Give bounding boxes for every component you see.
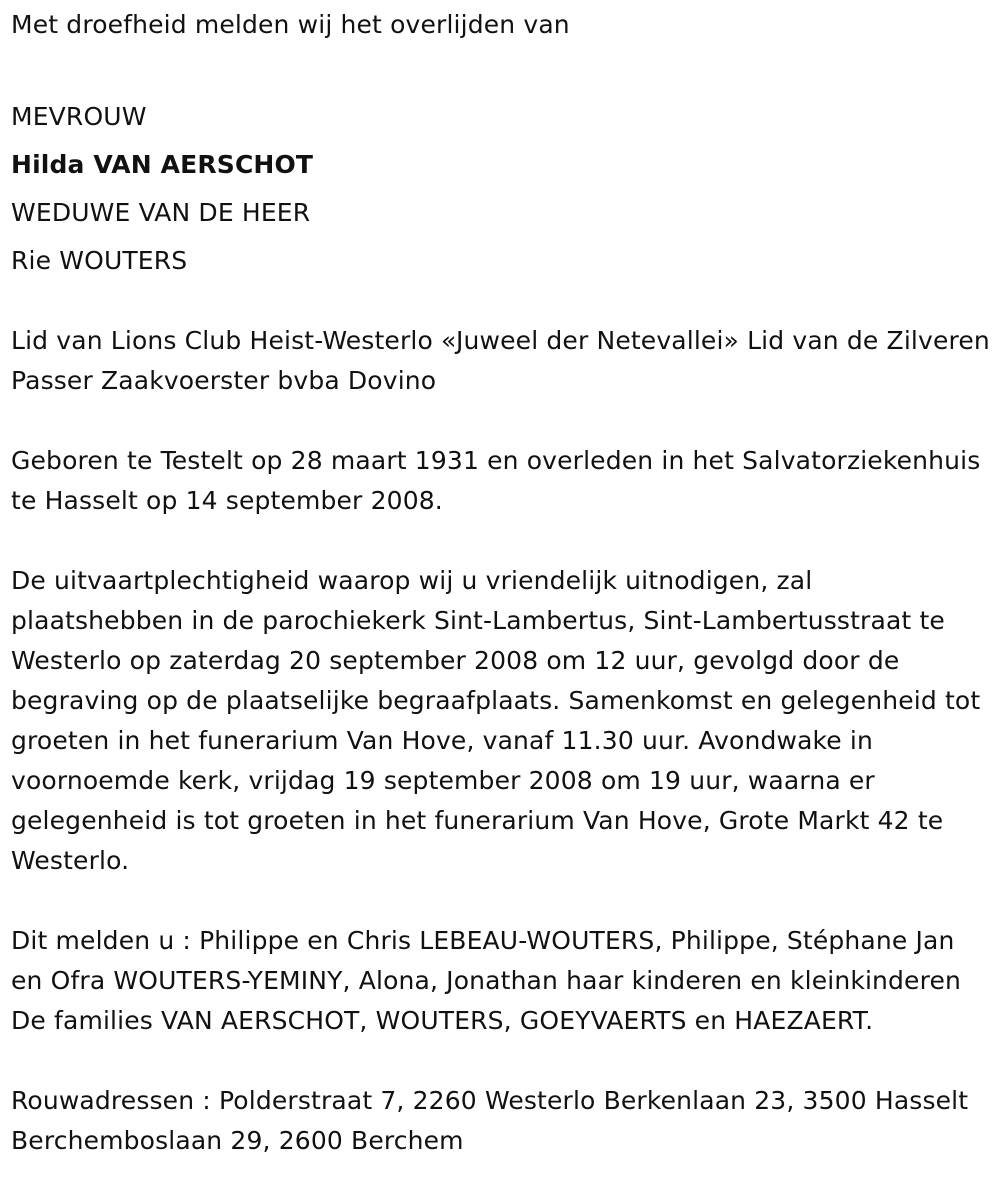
memberships-paragraph: Lid van Lions Club Heist-Westerlo «Juweel der Netevallei» Lid van de Zilveren Passer Zaakvoerster bvba Dovino bbox=[11, 326, 990, 395]
title-prefix: MEVROUW bbox=[11, 102, 147, 131]
intro-text: Met droefheid melden wij het overlijden van bbox=[11, 10, 570, 39]
deceased-name: Hilda VAN AERSCHOT bbox=[11, 150, 314, 179]
mourning-addresses-paragraph: Rouwadressen : Polderstraat 7, 2260 Westerlo Berkenlaan 23, 3500 Hasselt Berchemboslaan 29, 2600 Berchem bbox=[11, 1086, 969, 1155]
birth-death-paragraph: Geboren te Testelt op 28 maart 1931 en overleden in het Salvatorziekenhuis te Hasselt op 14 september 2008. bbox=[11, 446, 981, 515]
death-notice bbox=[11, 0, 991, 1161]
widow-line: WEDUWE VAN DE HEER bbox=[11, 198, 311, 227]
ceremony-paragraph: De uitvaartplechtigheid waarop wij u vriendelijk uitnodigen, zal plaatshebben in de parochiekerk Sint-Lambertus, Sint-Lambertusstraat te Westerlo op zaterdag 20 september 2008 om 12 uur, gevolgd door de begraving op de plaatselijke begraafplaats. Samenkomst en gelegenheid tot groeten in het funerarium Van Hove, vanaf 11.30 uur. Avondwake in voornoemde kerk, vrijdag 19 september 2008 om 19 uur, waarna er gelegenheid is tot groeten in het funerarium Van Hove, Grote Markt 42 te Westerlo. bbox=[11, 566, 981, 875]
announced-by-paragraph: Dit melden u : Philippe en Chris LEBEAU-WOUTERS, Philippe, Stéphane Jan en Ofra WOUTERS-YEMINY, Alona, Jonathan haar kinderen en kleinkinderen De families VAN AERSCHOT, WOUTERS, GOEYVAERTS en HAEZAERT. bbox=[11, 926, 961, 1035]
spouse-name: Rie WOUTERS bbox=[11, 246, 188, 275]
